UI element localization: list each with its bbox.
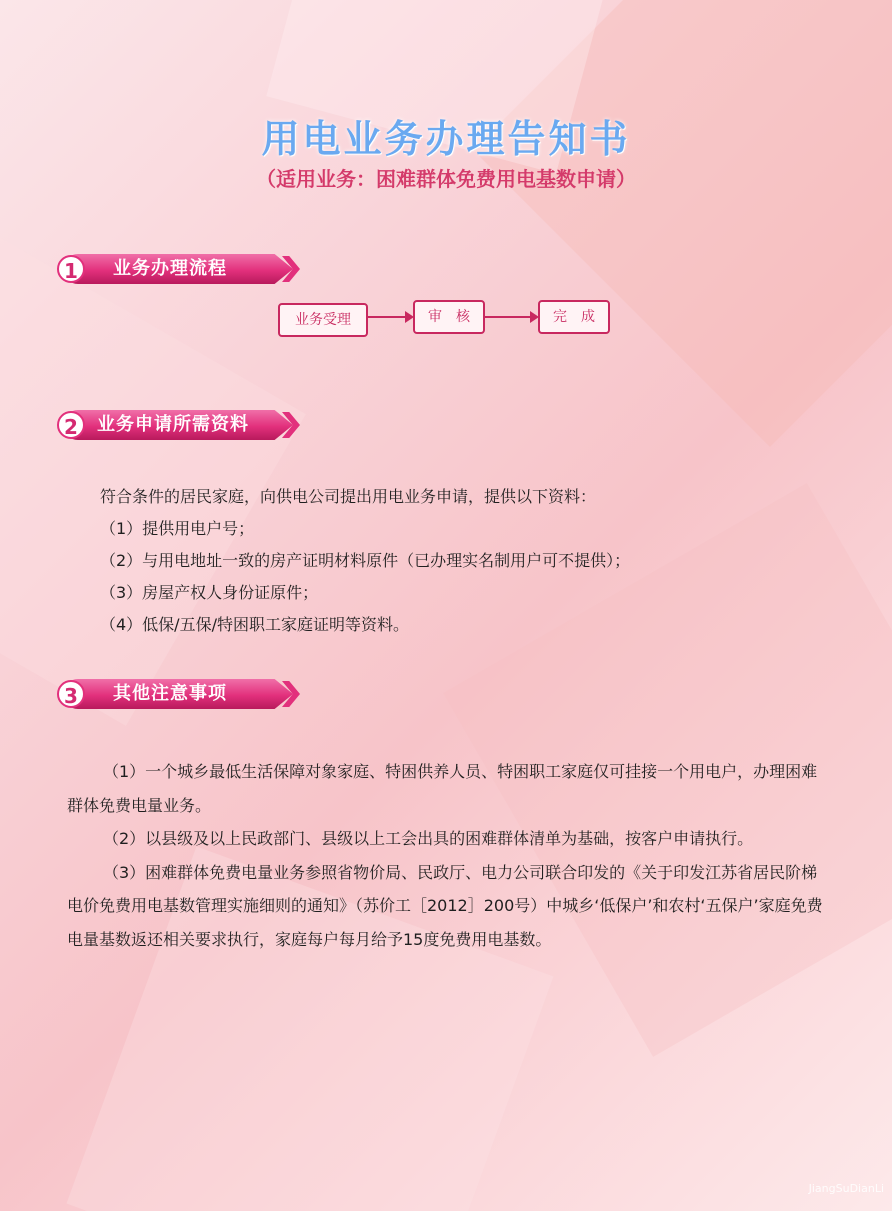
section-number: 1 bbox=[57, 255, 85, 283]
section-title: 业务办理流程 bbox=[113, 258, 227, 279]
list-item: （4）低保/五保/特困职工家庭证明等资料。 bbox=[100, 615, 409, 634]
section-number: 2 bbox=[57, 411, 85, 439]
flow-step-complete: 完 成 bbox=[538, 300, 610, 334]
section-header-materials bbox=[57, 410, 301, 440]
flow-step-review: 审 核 bbox=[413, 300, 485, 334]
page-subtitle: （适用业务：困难群体免费用电基数申请） bbox=[256, 167, 636, 191]
list-item: （3）房屋产权人身份证原件； bbox=[100, 583, 319, 602]
materials-list bbox=[100, 481, 630, 641]
flow-arrow bbox=[368, 316, 406, 318]
section-title: 其他注意事项 bbox=[113, 683, 227, 704]
page-title: 用电业务办理告知书 bbox=[261, 117, 631, 161]
section-header-process bbox=[57, 254, 301, 284]
note-paragraph: （2）以县级及以上民政部门、县级以上工会出具的困难群体清单为基础，按客户申请执行。 bbox=[103, 829, 754, 848]
notes-list bbox=[67, 755, 827, 956]
section-number: 3 bbox=[57, 680, 85, 708]
section-title: 业务申请所需资料 bbox=[97, 414, 249, 435]
flow-step-accept: 业务受理 bbox=[278, 303, 368, 337]
note-paragraph: （1）一个城乡最低生活保障对象家庭、特困供养人员、特困职工家庭仅可挂接一个用电户，办理困难群体免费电量业务。 bbox=[67, 762, 818, 815]
watermark: JiangSuDianLi bbox=[808, 1182, 884, 1195]
process-flow bbox=[0, 300, 892, 340]
materials-intro: 符合条件的居民家庭，向供电公司提出用电业务申请，提供以下资料： bbox=[100, 487, 597, 506]
note-paragraph: （3）困难群体免费电量业务参照省物价局、民政厅、电力公司联合印发的《关于印发江苏省居民阶梯电价免费用电基数管理实施细则的通知》（苏价工［2012］200号）中城乡‘低保户’和农村‘五保户’家庭免费电量基数返还相关要求执行，家庭每户每月给予15度免费用电基数。 bbox=[67, 862, 823, 949]
flow-arrow bbox=[485, 316, 531, 318]
list-item: （1）提供用电户号； bbox=[100, 519, 255, 538]
section-header-notes bbox=[57, 679, 301, 709]
list-item: （2）与用电地址一致的房产证明材料原件（已办理实名制用户可不提供）； bbox=[100, 551, 631, 570]
